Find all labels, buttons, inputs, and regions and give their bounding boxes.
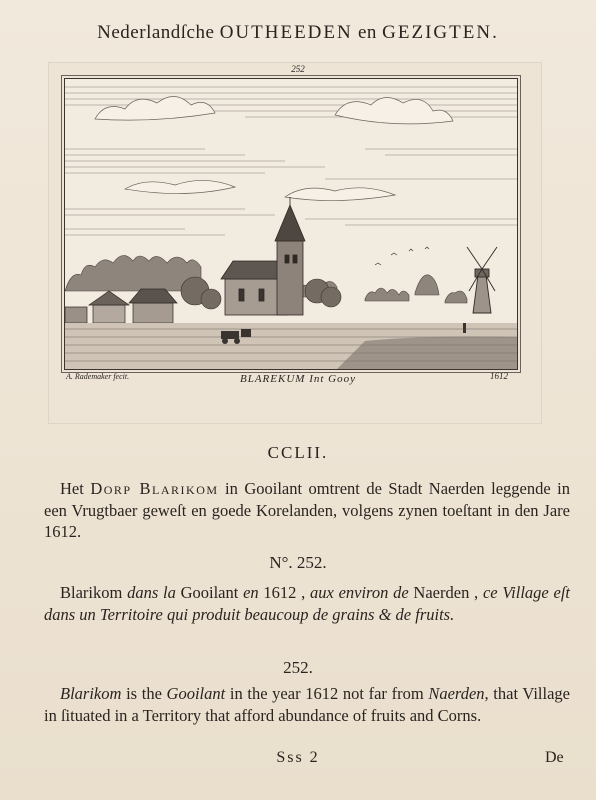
french-text-b: dans la <box>127 583 176 602</box>
artist-credit: A. Rademaker fecit. <box>66 372 130 381</box>
no-heading: N°. 252. <box>269 553 327 572</box>
english-text-e: Naerden <box>428 684 485 703</box>
header-end: GEZIGTEN. <box>382 22 499 43</box>
signature-mark: Sss 2 <box>276 749 320 766</box>
french-text-h: ce Village eſt dans un Territoire qui produit beaucoup de grains & de fruits. <box>44 583 570 624</box>
french-paragraph <box>44 582 570 625</box>
english-text-d: in the year 1612 not far from <box>225 684 429 703</box>
english-paragraph <box>44 683 570 726</box>
plate-caption: BLAREKUM Int Gooy <box>240 373 356 385</box>
page-header <box>0 22 596 44</box>
english-text-a: Blarikom <box>60 684 122 703</box>
english-text-b: is the <box>121 684 167 703</box>
num-heading: 252. <box>283 658 313 677</box>
section-number: CCLII. <box>267 443 329 462</box>
header-main: OUTHEEDEN <box>219 22 353 43</box>
plate-number: 252 <box>291 64 305 74</box>
plate-year: 1612 <box>490 371 508 381</box>
dutch-paragraph <box>44 478 570 543</box>
catchword: De <box>545 749 564 766</box>
english-text-c: Gooilant <box>166 684 226 703</box>
french-text-f: aux environ de <box>310 583 409 602</box>
french-text-a: Blarikom <box>60 583 128 602</box>
dutch-text-c: in Gooilant omtrent de Stadt Naerden leggende in een Vrugtbaer geweſt en goede Korelanden, volgens zynen toeſtant in den Jare 1612. <box>44 479 571 541</box>
header-prefix: Nederlandſche <box>97 22 215 43</box>
dutch-text-a: Het <box>60 479 91 498</box>
french-text-g: Naerden , <box>408 583 483 602</box>
engraving-image <box>64 78 518 370</box>
header-conj: en <box>357 22 377 43</box>
french-text-c: Gooilant <box>175 583 244 602</box>
french-text-e: 1612 , <box>258 583 310 602</box>
dutch-text-b: Dorp Blarikom <box>90 479 219 498</box>
english-text-f: , that Village in ſituated in a Territory that afford abundance of fruits and Corns. <box>44 684 570 725</box>
village-landscape-illustration <box>65 79 517 369</box>
french-text-d: en <box>243 583 259 602</box>
